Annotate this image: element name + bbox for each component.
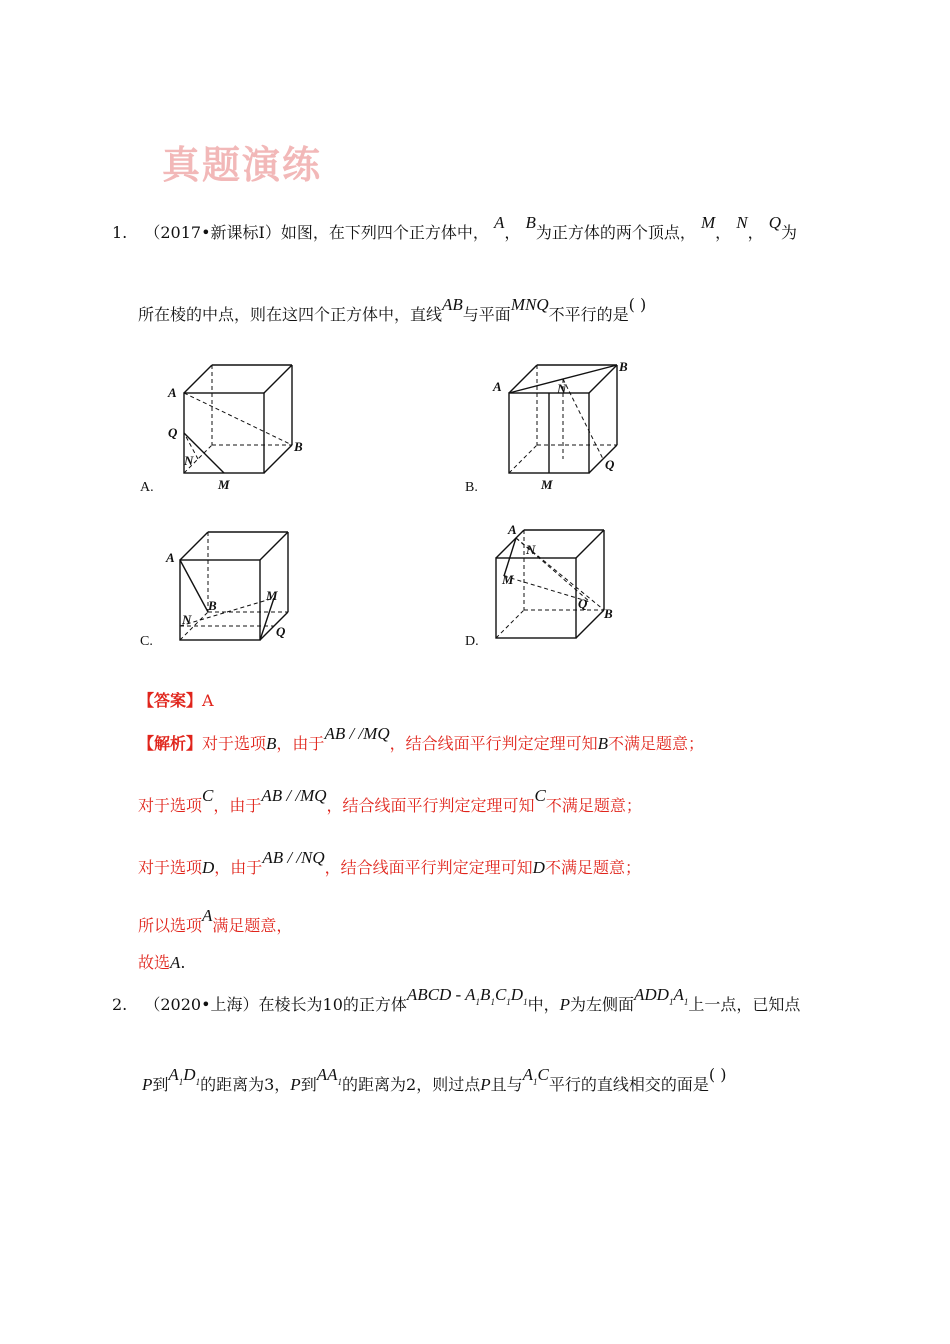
sub: 1 (523, 997, 528, 1007)
label-A: A (508, 522, 517, 537)
text: ，由于 (213, 796, 262, 815)
var-M: M (700, 213, 716, 232)
label-B: B (208, 598, 217, 613)
text: 为左侧面 (569, 995, 634, 1014)
text: 对于选项 (138, 858, 203, 877)
relation: AB / /MQ (261, 786, 327, 805)
text: ， (274, 1075, 291, 1094)
figure-option-a (160, 355, 320, 495)
var-A: A (493, 213, 505, 232)
analysis-line-3 (138, 848, 641, 878)
label-B: B (619, 359, 628, 374)
sub: 1 (683, 997, 689, 1007)
face-part: ADD (633, 985, 669, 1004)
label-M: M (541, 477, 553, 492)
sub: 1 (490, 997, 495, 1007)
label-B: B (604, 606, 613, 621)
face-part: A (673, 985, 684, 1004)
label-B: B (294, 439, 303, 454)
segment-3 (522, 1065, 549, 1087)
option-b-label: B. (465, 480, 478, 495)
analysis-label: 【解析】 (138, 734, 203, 753)
q2-source: （2020•上海） (144, 995, 259, 1014)
text: 中， (527, 995, 560, 1014)
label-Q: Q (605, 457, 615, 472)
label-A: A (166, 550, 175, 565)
text: 满足题意， (212, 916, 293, 935)
var: D (202, 858, 215, 877)
number: 3 (264, 1075, 275, 1094)
relation: AB / /MQ (324, 724, 390, 743)
cube-part: B (480, 985, 491, 1004)
figure-option-b (485, 355, 645, 495)
var: B (597, 734, 608, 753)
var: D (532, 858, 545, 877)
q1-line1 (112, 213, 797, 243)
text: 在棱长为 (258, 995, 323, 1014)
text: 对于选项 (138, 796, 203, 815)
label-Q: Q (276, 624, 286, 639)
face-name (633, 985, 689, 1007)
q1-line2 (138, 295, 647, 325)
answer-line (138, 688, 214, 711)
cube-part: C (494, 985, 507, 1004)
label-A: A (168, 385, 177, 400)
text: 平行的直线相交的面是 (548, 1075, 709, 1094)
analysis-line-1 (138, 724, 705, 754)
sep: ， (715, 223, 732, 242)
answer-blank: ( ) (628, 295, 647, 314)
var-AB: AB (442, 295, 463, 314)
label-N: N (182, 612, 192, 627)
option-c-label: C. (140, 634, 153, 649)
q1-source: （2017•新课标Ⅰ） (144, 223, 281, 242)
q2-line1 (112, 985, 801, 1015)
text: ，由于 (214, 858, 263, 877)
q1-text: 所在棱的中点，则在这四个正方体中，直线 (138, 305, 443, 324)
sub: 1 (533, 1077, 538, 1087)
seg-part: A (522, 1065, 533, 1084)
text: ，则过点 (416, 1075, 481, 1094)
label-M: M (266, 588, 278, 603)
figure-option-c (160, 520, 320, 660)
text: 的距离为 (200, 1075, 265, 1094)
text: 故选 (138, 953, 171, 972)
var-N: N (736, 213, 748, 232)
option-a-label: A. (140, 480, 154, 495)
seg-part: D (183, 1065, 196, 1084)
text: ，结合线面平行判定定理可知 (326, 796, 535, 815)
label-N: N (557, 381, 567, 396)
label-M: M (218, 477, 230, 492)
number: 2 (406, 1075, 417, 1094)
analysis-line-5 (138, 950, 186, 973)
analysis-line-4 (138, 906, 293, 936)
var-P: P (290, 1075, 301, 1094)
label-N: N (184, 453, 194, 468)
cube-part: ABCD - A (406, 985, 476, 1004)
answer-value: A (202, 691, 214, 710)
page-title: 真题演练 (162, 143, 323, 187)
sub: 1 (178, 1077, 184, 1087)
answer-blank: ( ) (708, 1065, 727, 1084)
q1-text: 不平行的是 (548, 305, 629, 324)
q1-text: 为 (780, 223, 797, 242)
sub: 1 (337, 1077, 342, 1087)
text: 不满足题意； (608, 734, 705, 753)
text: ，结合线面平行判定定理可知 (324, 858, 533, 877)
var: C (534, 786, 546, 805)
var-P: P (480, 1075, 491, 1094)
seg-part: A (168, 1065, 179, 1084)
relation: AB / /NQ (262, 848, 325, 867)
sub: 1 (506, 997, 511, 1007)
sep: ， (504, 223, 521, 242)
var: C (202, 786, 214, 805)
q2-number: 2. (112, 995, 128, 1014)
cube-part: D (510, 985, 524, 1004)
var-Q: Q (768, 213, 781, 232)
cube-name (406, 985, 528, 1007)
text: ，结合线面平行判定定理可知 (389, 734, 598, 753)
text: 到 (152, 1075, 169, 1094)
text: 的正方体 (342, 995, 407, 1014)
answer-label: 【答案】 (138, 691, 203, 710)
label-N: N (526, 542, 536, 557)
sub: 1 (195, 1077, 201, 1087)
option-d-label: D. (465, 634, 479, 649)
q1-text: 为正方体的两个顶点， (535, 223, 696, 242)
sub: 1 (668, 997, 674, 1007)
number: 10 (322, 995, 343, 1014)
var-P: P (559, 995, 570, 1014)
q2-line2 (142, 1065, 727, 1095)
segment-1 (168, 1065, 201, 1087)
text: 不满足题意； (544, 858, 641, 877)
label-Q: Q (578, 596, 588, 611)
var: A (170, 953, 181, 972)
q1-text: 与平面 (462, 305, 511, 324)
var-B: B (525, 213, 536, 232)
seg-part: C (537, 1065, 549, 1084)
var: B (266, 734, 277, 753)
text: 所以选项 (138, 916, 203, 935)
label-Q: Q (168, 425, 178, 440)
text: 且与 (490, 1075, 523, 1094)
q1-number: 1. (112, 223, 128, 242)
text: 的距离为 (341, 1075, 406, 1094)
text: 上一点，已知点 (688, 995, 801, 1014)
text: 不满足题意； (545, 796, 642, 815)
text: 到 (300, 1075, 317, 1094)
text: 对于选项 (202, 734, 267, 753)
sub: 1 (475, 997, 481, 1007)
label-M: M (502, 572, 514, 587)
var-MNQ: MNQ (510, 295, 549, 314)
analysis-line-2 (138, 786, 642, 816)
var: A (202, 906, 213, 925)
q1-text: 如图，在下列四个正方体中， (280, 223, 489, 242)
sep: ， (747, 223, 764, 242)
text: . (180, 953, 186, 972)
var-P: P (142, 1075, 153, 1094)
label-A: A (493, 379, 502, 394)
text: ，由于 (276, 734, 325, 753)
seg-part: AA (316, 1065, 338, 1084)
segment-2 (316, 1065, 342, 1087)
figure-option-d (482, 518, 642, 658)
